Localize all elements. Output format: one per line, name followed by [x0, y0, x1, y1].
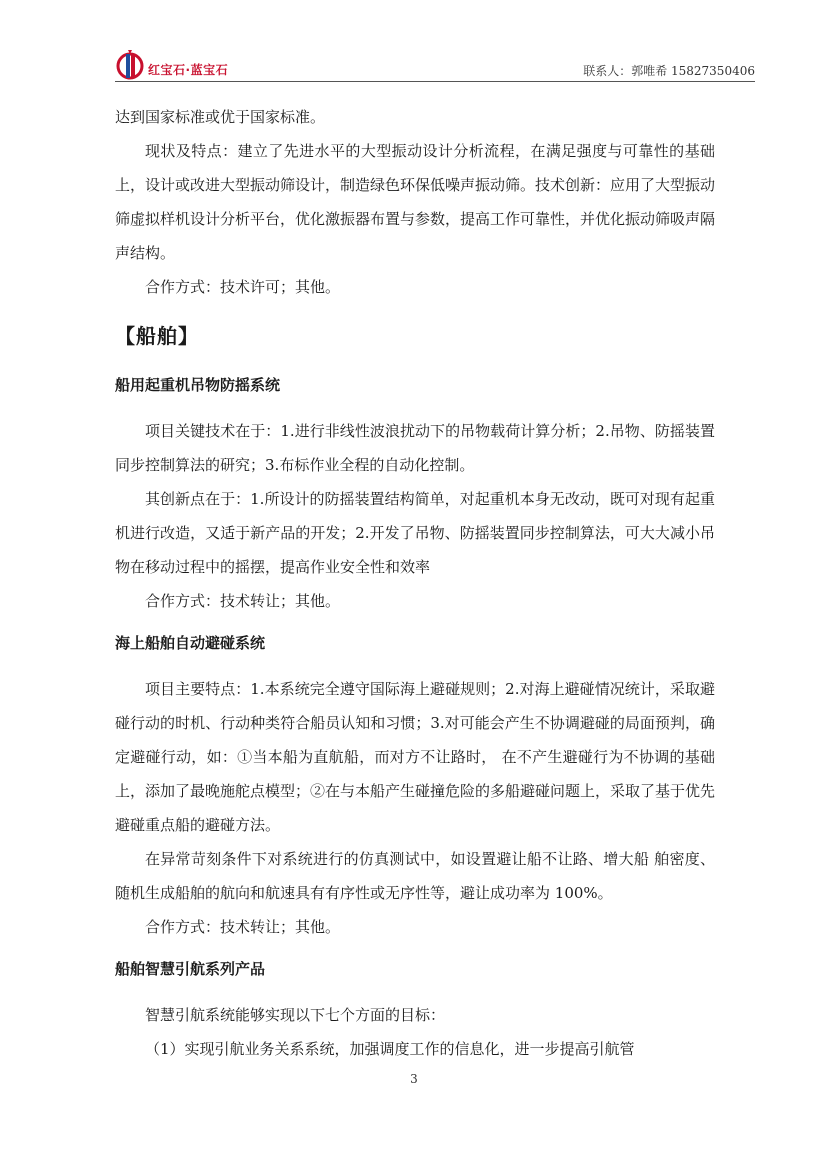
- brand-name: [148, 61, 228, 78]
- item-title: 船用起重机吊物防摇系统: [115, 376, 281, 394]
- paragraph: 其创新点在于：1.所设计的防摇装置结构简单，对起重机本身无改动，既可对现有起重机进行改造，又适于新产品的开发；2.开发了吊物、防摇装置同步控制算法，可大大减小吊物在移动过程中的摇摆，提高作业安全性和效率: [115, 490, 715, 576]
- page-number: 3: [410, 1072, 418, 1086]
- paragraph: （1）实现引航业务关系系统，加强调度工作的信息化，进一步提高引航管: [145, 1040, 635, 1058]
- brand-red: 红宝石: [148, 63, 186, 77]
- company-logo-icon: [115, 50, 145, 80]
- page-header: [115, 50, 755, 82]
- paragraph: 合作方式：技术许可；其他。: [145, 278, 341, 296]
- brand-separator: ·: [185, 63, 191, 77]
- paragraph: 达到国家标准或优于国家标准。: [115, 108, 326, 126]
- paragraph: 合作方式：技术转让；其他。: [145, 592, 341, 610]
- paragraph: 项目关键技术在于：1.进行非线性波浪扰动下的吊物载荷计算分析；2.吊物、防摇装置同步控制算法的研究；3.布标作业全程的自动化控制。: [115, 422, 715, 474]
- item-title: 海上船舶自动避碰系统: [115, 634, 266, 652]
- paragraph: 现状及特点：建立了先进水平的大型振动设计分析流程，在满足强度与可靠性的基础上，设计或改进大型振动筛设计，制造绿色环保低噪声振动筛。技术创新：应用了大型振动筛虚拟样机设计分析平台，优化激振器布置与参数，提高工作可靠性，并优化振动筛吸声隔声结构。: [115, 142, 716, 262]
- contact-info: 联系人：郭唯希 15827350406: [583, 64, 755, 78]
- brand-blue: 蓝宝石: [190, 63, 229, 77]
- section-heading: 【船舶】: [115, 324, 199, 348]
- item-title: 船舶智慧引航系列产品: [115, 960, 266, 978]
- paragraph: 项目主要特点：1.本系统完全遵守国际海上避碰规则；2.对海上避碰情况统计，采取避碰行动的时机、行动种类符合船员认知和习惯；3.对可能会产生不协调避碰的局面预判，确定避碰行动，如：①当本船为直航船，而对方不让路时， 在不产生避碰行为不协调的基础上，添加了最晚施舵点模型；②在与本船产生碰撞危险的多船避碰问题上，采取了基于优先避碰重点船的避碰方法。: [115, 680, 716, 834]
- page-content: [115, 100, 715, 1066]
- paragraph: 智慧引航系统能够实现以下七个方面的目标：: [145, 1006, 446, 1024]
- paragraph: 在异常苛刻条件下对系统进行的仿真测试中，如设置避让船不让路、增大船 舶密度、随机生成船舶的航向和航速具有有序性或无序性等，避让成功率为 100%。: [115, 850, 715, 902]
- paragraph: 合作方式：技术转让；其他。: [145, 918, 341, 936]
- header-divider: [115, 81, 755, 82]
